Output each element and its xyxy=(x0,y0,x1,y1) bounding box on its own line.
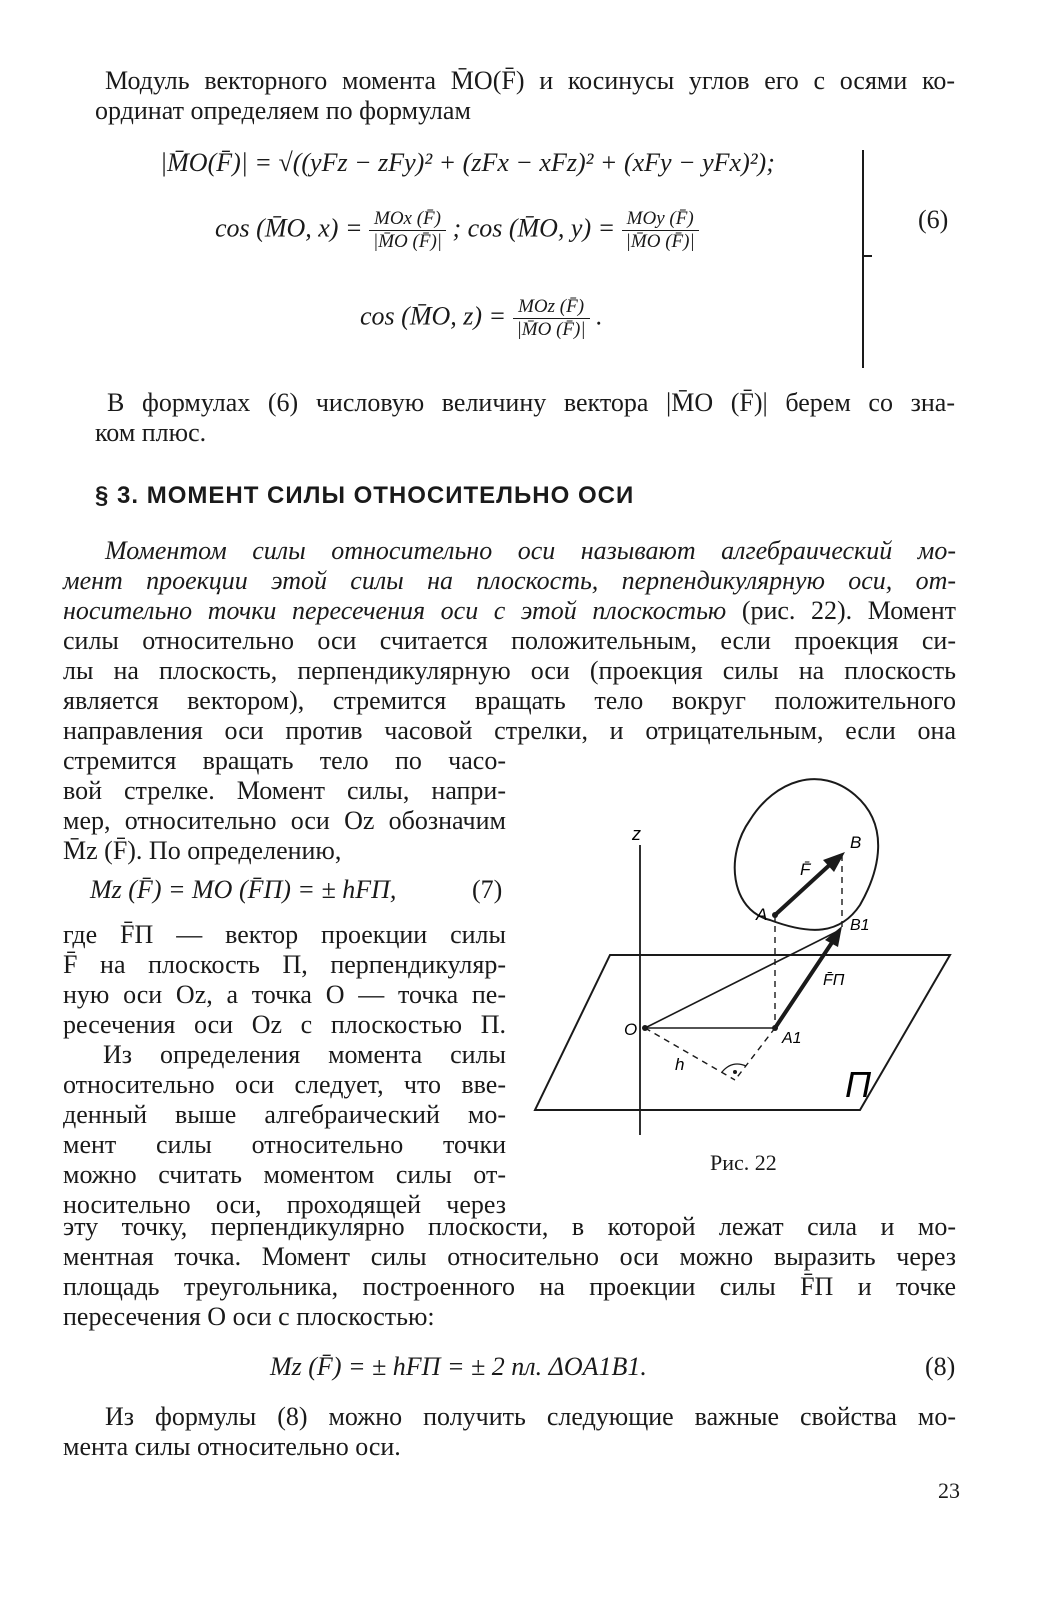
continuation-paragraph xyxy=(63,1212,956,1332)
formula-6-row-3: cos (M̄O, z) = $\frac{\text{MOz (F̄)}}{|M̄O (F̄)|}$ . xyxy=(360,296,603,340)
z-label: z xyxy=(632,824,641,844)
cos-y-numerator: MOy (F̄) xyxy=(622,208,699,231)
closing-line-1: Из формулы (8) можно получить следующие важные свойства мо- xyxy=(105,1402,956,1431)
continuation-line-2: ментная точка. Момент силы относительно оси можно выразить через xyxy=(63,1242,956,1271)
intro-paragraph xyxy=(95,66,955,126)
label-b1: B1 xyxy=(850,917,870,934)
definition-paragraph xyxy=(63,536,956,746)
left-line-14: носительно оси, проходящей через xyxy=(63,1190,506,1219)
definition-line-3: носительно точки пересечения оси с этой плоскостью (рис. 22). Момент xyxy=(63,596,957,625)
continuation-line-4: пересечения O оси с плоскостью: xyxy=(63,1302,435,1331)
note-line-1: В формулах (6) числовую величину вектора |M̄O (F̄)| берем со зна- xyxy=(107,388,955,417)
cos-z-label: cos (M̄O, z) = xyxy=(360,301,507,331)
formula-6-brace xyxy=(850,150,864,368)
definition-line-7: направления оси против часовой стрелки, и отрицательным, если она xyxy=(63,716,956,745)
label-b: B xyxy=(850,833,862,852)
left-column-top xyxy=(63,746,506,866)
left-line-12: мент силы относительно точки xyxy=(63,1130,506,1159)
closing-paragraph xyxy=(63,1402,956,1462)
page-number: 23 xyxy=(938,1478,960,1503)
right-angle-dot xyxy=(733,1070,737,1074)
left-line-2: вой стрелке. Момент силы, напри- xyxy=(63,776,506,805)
left-line-5: где F̄П — вектор проекции силы xyxy=(63,920,506,949)
left-line-3: мер, относительно оси Oz обозначим xyxy=(63,806,506,835)
left-line-1: стремится вращать тело по часо- xyxy=(63,746,506,775)
definition-line-6: является вектором), стремится вращать тело вокруг положительного xyxy=(63,686,956,715)
cos-x-label: cos (M̄O, x) = xyxy=(215,213,363,243)
formula-6-brace-tip xyxy=(862,255,872,257)
left-line-13: можно считать моментом силы от- xyxy=(63,1160,506,1189)
cos-z-numerator: MOz (F̄) xyxy=(513,296,590,319)
continuation-line-3: площадь треугольника, построенного на проекции силы F̄П и точке xyxy=(63,1272,956,1301)
h-segment xyxy=(645,1028,735,1080)
left-line-7: ную оси Oz, а точка O — точка пе- xyxy=(63,980,506,1009)
line-o-b1 xyxy=(645,930,840,1028)
cos-x-fraction xyxy=(369,208,446,253)
note-paragraph xyxy=(95,388,955,448)
section-heading: § 3. МОМЕНТ СИЛЫ ОТНОСИТЕЛЬНО ОСИ xyxy=(95,482,635,509)
label-a1: A1 xyxy=(782,1030,802,1047)
formula-7: Mz (F̄) = MO (F̄П) = ± hFП, xyxy=(90,875,397,904)
formula-7-number: (7) xyxy=(472,875,503,904)
label-f: F̄ xyxy=(800,860,811,879)
b1-a1-extension xyxy=(735,1028,775,1080)
figure-caption: Рис. 22 xyxy=(710,1150,777,1175)
point-a xyxy=(772,912,778,918)
label-a: A xyxy=(756,905,768,924)
figure-22 xyxy=(520,760,960,1145)
left-line-8: ресечения оси Oz с плоскостью П. xyxy=(63,1010,506,1039)
definition-line-5: лы на плоскость, перпендикулярную оси (проекция силы на плоскость xyxy=(63,656,956,685)
cos-y-denominator: |M̄O (F̄)| xyxy=(625,231,695,252)
definition-line-1: Моментом силы относительно оси называют алгебраический мо- xyxy=(105,536,956,565)
left-column-bottom xyxy=(63,920,506,1220)
formula-6-number: (6) xyxy=(918,205,949,234)
intro-line-1: Модуль векторного момента M̄O(F̄) и косинусы углов его с осями ко- xyxy=(105,66,955,95)
formula-8: Mz (F̄) = ± hFП = ± 2 пл. ΔOA1B1. xyxy=(270,1352,647,1381)
label-fp: F̄П xyxy=(823,972,845,989)
cos-x-numerator: MOx (F̄) xyxy=(369,208,446,231)
cos-z-fraction xyxy=(513,296,590,341)
cos-x-denominator: |M̄O (F̄)| xyxy=(373,231,443,252)
continuation-line-1: эту точку, перпендикулярно плоскости, в которой лежат сила и мо- xyxy=(63,1212,956,1241)
definition-line-2: мент проекции этой силы на плоскость, перпендикулярную оси, от- xyxy=(63,566,956,595)
left-line-10: относительно оси следует, что вве- xyxy=(63,1070,506,1099)
label-plane: П xyxy=(845,1064,872,1105)
intro-line-2: ординат определяем по формулам xyxy=(95,96,471,125)
left-line-6: F̄ на плоскость П, перпендикуляр- xyxy=(63,950,506,979)
left-line-11: денный выше алгебраический мо- xyxy=(63,1100,506,1129)
point-a1 xyxy=(772,1025,778,1031)
left-line-4: M̄z (F̄). По определению, xyxy=(63,836,342,865)
formula-8-number: (8) xyxy=(925,1352,956,1381)
note-line-2: ком плюс. xyxy=(95,418,207,447)
closing-line-2: мента силы относительно оси. xyxy=(63,1432,401,1461)
left-line-9: Из определения момента силы xyxy=(103,1040,506,1069)
label-o: O xyxy=(624,1020,638,1039)
cos-z-denominator: |M̄O (F̄)| xyxy=(516,319,586,340)
definition-line-4: силы относительно оси считается положительным, если проекция си- xyxy=(63,626,956,655)
formula-6-row-2 xyxy=(215,208,699,253)
cos-y-label: ; cos (M̄O, y) = xyxy=(452,213,616,243)
label-h: h xyxy=(675,1055,685,1074)
cos-y-fraction xyxy=(622,208,699,253)
formula-6-row-1: |M̄O(F̄)| = √((yFz − zFy)² + (zFx − xFz)² + (xFy − yFx)²); xyxy=(160,148,775,177)
point-o xyxy=(642,1025,648,1031)
